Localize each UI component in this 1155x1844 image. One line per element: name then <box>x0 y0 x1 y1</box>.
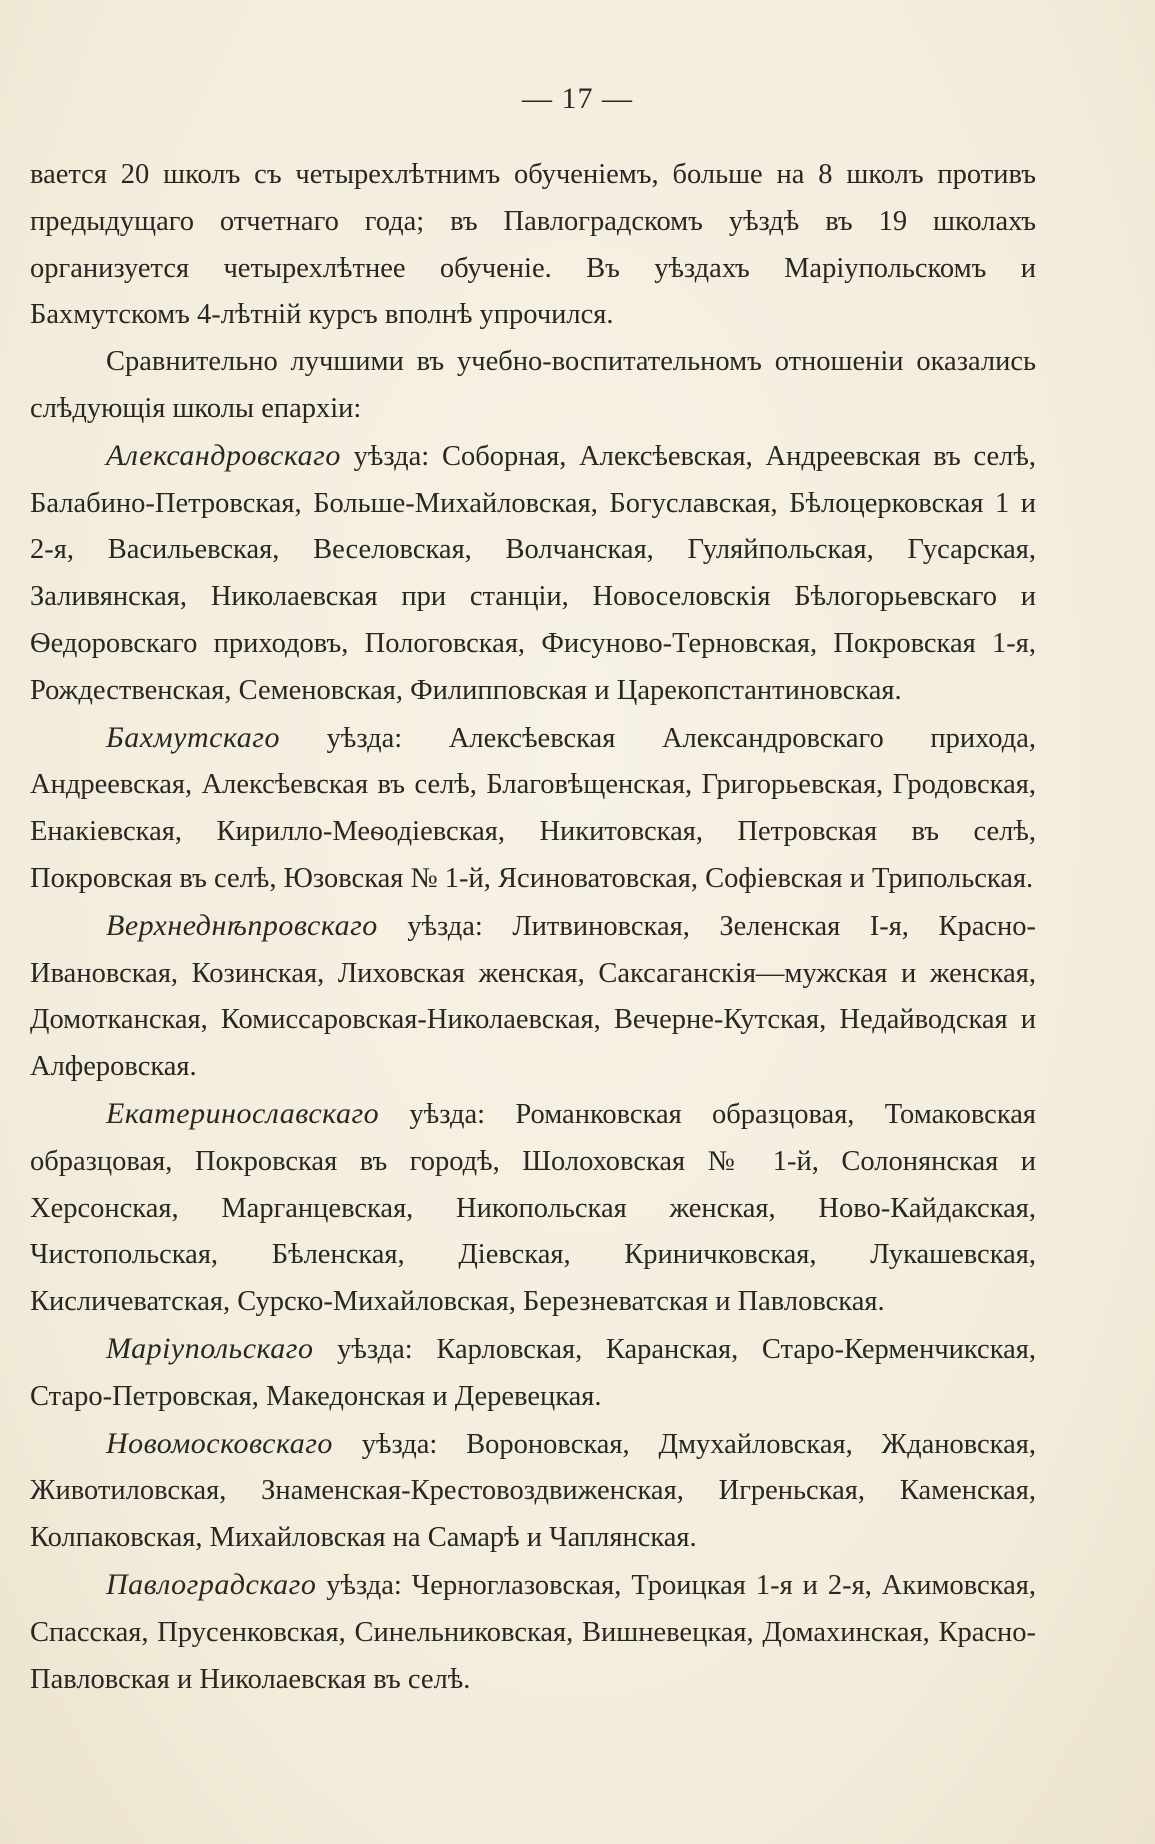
district-name: Александровскаго <box>106 438 341 472</box>
paragraph-novomoskovsk <box>30 1421 1036 1562</box>
paragraph-text: уѣзда: Литвиновская, Зеленская І-я, Красно-Ивановская, Козинская, Лиховская женская, Саксаганскія—мужская и женская, Домотканская, Комиссаровская-Николаевская, Вечерне-Кутская, Недайводская и Алферовская. <box>30 910 1036 1083</box>
paragraph-text: уѣзда: Романковская образцовая, Томаковская образцовая, Покровская въ городѣ, Шолоховская № 1-й, Солонянская и Херсонская, Марганцевская, Никопольская женская, Ново-Кайдакская, Чистопольская, Бѣленская, Діевская, Криничковская, Лукашевская, Кисличеватская, Сурско-Михайловская, Березневатская и Павловская. <box>30 1098 1036 1318</box>
paragraph-verkhnedneprovsk <box>30 903 1036 1091</box>
paragraph-text: уѣзда: Соборная, Алексѣевская, Андреевская въ селѣ, Балабино-Петровская, Больше-Михайловская, Богуславская, Бѣлоцерковская 1 и 2-я, Васильевская, Веселовская, Волчанская, Гуляйпольская, Гусарская, Заливянская, Николаевская при станціи, Новоселовскія Бѣлогорьевскаго и Ѳедоровскаго приходовъ, Пологовская, Фисуново-Терновская, Покровская 1-я, Рождественская, Семеновская, Филипповская и Царекопстантиновская. <box>30 440 1036 706</box>
district-name: Екатеринославскаго <box>106 1096 380 1130</box>
paragraph-text: уѣзда: Алексѣевская Александровскаго прихода, Андреевская, Алексѣевская въ селѣ, Благовѣщенская, Григорьевская, Гродовская, Енакіевская, Кирилло-Меѳодіевская, Никитовская, Петровская въ селѣ, Покровская въ селѣ, Юзовская № 1-й, Ясиноватовская, Софіевская и Трипольская. <box>30 722 1036 894</box>
paragraph-continuation <box>30 152 1036 339</box>
paragraph-text: вается 20 школъ съ четырехлѣтнимъ обученіемъ, больше на 8 школъ противъ предыдущаго отчетнаго года; въ Павлоградскомъ уѣздѣ въ 19 школахъ организуется четырехлѣтнее обученіе. Въ уѣздахъ Маріупольскомъ и Бахмутскомъ 4-лѣтній курсъ вполнѣ упрочился. <box>30 159 1036 331</box>
district-name: Павлоградскаго <box>106 1567 317 1601</box>
district-name: Бахмутскаго <box>106 720 280 754</box>
paragraph-text: уѣзда: Черноглазовская, Троицкая 1-я и 2-я, Акимовская, Спасская, Прусенковская, Синельниковская, Вишневецкая, Домахинская, Красно-Павловская и Николаевская въ селѣ. <box>30 1569 1036 1695</box>
body-text <box>30 152 1036 1703</box>
paragraph-aleksandrovsk <box>30 433 1036 715</box>
district-name: Верхнеднѣпровскаго <box>106 908 378 942</box>
paragraph-intro <box>30 339 1036 433</box>
paragraph-ekaterinoslav <box>30 1091 1036 1326</box>
paragraph-text: уѣзда: Вороновская, Дмухайловская, Ждановская, Животиловская, Знаменская-Крестовоздвиженская, Игреньская, Каменская, Колпаковская, Михайловская на Самарѣ и Чаплянская. <box>30 1428 1036 1554</box>
paragraph-bakhmut <box>30 715 1036 903</box>
paragraph-text: Сравнительно лучшими въ учебно-воспитательномъ отношеніи оказались слѣдующія школы епархіи: <box>30 346 1036 424</box>
paragraph-text: уѣзда: Карловская, Каранская, Старо-Керменчикская, Старо-Петровская, Македонская и Деревецкая. <box>30 1333 1036 1412</box>
paragraph-mariupol <box>30 1326 1036 1421</box>
page-number: — 17 — <box>522 82 633 115</box>
paragraph-pavlograd <box>30 1562 1036 1703</box>
district-name: Маріупольскаго <box>106 1331 314 1365</box>
district-name: Новомосковскаго <box>106 1426 333 1460</box>
